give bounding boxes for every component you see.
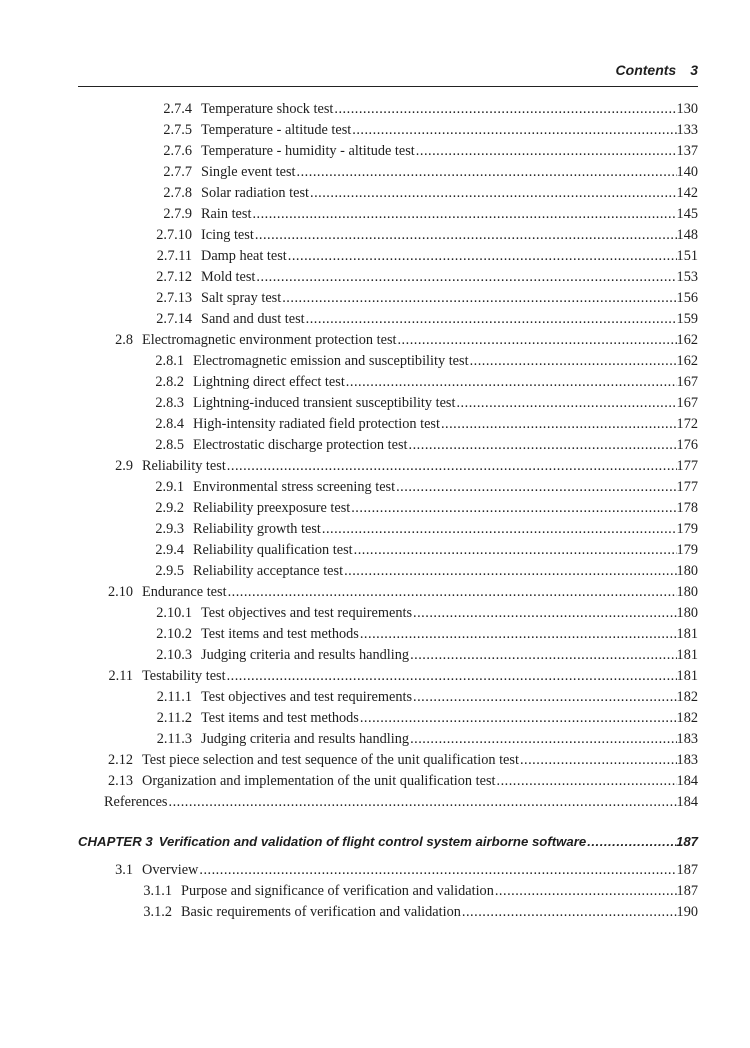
entry-title: Endurance test [142,584,227,600]
toc-entry [140,520,698,538]
chapter-entry [78,833,698,851]
toc-entry [140,604,698,622]
dot-leader [322,520,677,538]
dot-leader [462,903,677,921]
toc-entry [140,289,698,307]
entry-page-number: 182 [676,710,698,726]
dot-leader [520,751,677,769]
entry-title: References [104,794,168,810]
entry-title: Electromagnetic environment protection test [142,332,397,348]
entry-number: 2.13 [107,773,133,789]
entry-page-number: 172 [676,416,698,432]
entry-title: Rain test [201,206,252,222]
entry-number: CHAPTER 3 [78,834,153,849]
toc-entry [140,142,698,160]
dot-leader [227,457,677,475]
entry-page-number: 130 [676,101,698,117]
entry-page-number: 177 [676,479,698,495]
entry-number: 2.7.11 [156,248,192,264]
toc-entry [140,394,698,412]
dot-leader [497,772,677,790]
dot-leader [360,625,677,643]
dot-leader [306,310,677,328]
entry-page-number: 177 [676,458,698,474]
toc-entry [140,478,698,496]
entry-title: Judging criteria and results handling [201,647,410,663]
entry-title: Lightning direct effect test [193,374,345,390]
entry-number: 2.11.3 [156,731,192,747]
dot-leader [413,604,677,622]
toc-entry [140,205,698,223]
toc-entry [100,751,698,769]
entry-title: Sand and dust test [201,311,305,327]
dot-leader [354,541,677,559]
entry-page-number: 176 [676,437,698,453]
toc-entry [100,457,698,475]
entry-title: Single event test [201,164,296,180]
dot-leader [228,583,677,601]
dot-leader [441,415,677,433]
dot-leader [252,205,676,223]
entry-number: 2.8.4 [155,416,184,432]
header-page-number: 3 [690,62,698,78]
entry-title: Electrostatic discharge protection test [193,437,408,453]
entry-number: 2.7.13 [156,290,192,306]
entry-page-number: 183 [676,731,698,747]
entry-number: 2.7.10 [156,227,192,243]
entry-page-number: 181 [676,626,698,642]
entry-number: 2.9.3 [155,521,184,537]
dot-leader [346,373,677,391]
entry-number: 2.8.5 [155,437,184,453]
dot-leader [409,436,677,454]
dot-leader [227,667,677,685]
entry-number: 2.11.2 [156,710,192,726]
entry-page-number: 162 [676,353,698,369]
entry-title: Environmental stress screening test [193,479,396,495]
toc-entry [136,903,698,921]
entry-number: 2.12 [107,752,133,768]
toc-entry [140,415,698,433]
entry-number: 2.7.6 [163,143,192,159]
entry-page-number: 180 [676,563,698,579]
entry-title: Test objectives and test requirements [201,689,413,705]
entry-page-number: 183 [676,752,698,768]
entry-title: Test piece selection and test sequence of the unit qualification test [142,752,519,768]
entry-page-number: 180 [676,584,698,600]
entry-title: Test objectives and test requirements [201,605,413,621]
entry-page-number: 153 [676,269,698,285]
entry-page-number: 187 [675,834,698,849]
entry-title: Salt spray test [201,290,282,306]
entry-page-number: 167 [676,374,698,390]
entry-number: 2.9.4 [155,542,184,558]
entry-page-number: 167 [676,395,698,411]
dot-leader [495,882,677,900]
entry-number: 2.8.2 [155,374,184,390]
entry-page-number: 142 [676,185,698,201]
entry-page-number: 187 [676,883,698,899]
entry-title: Reliability qualification test [193,542,353,558]
dot-leader [352,121,676,139]
toc-entry [140,310,698,328]
toc-entry [140,709,698,727]
toc-entry [140,625,698,643]
entry-title: Testability test [142,668,226,684]
entry-number: 2.9.1 [155,479,184,495]
toc-entry [100,861,698,879]
entry-number: 2.8 [115,332,133,348]
toc-entry [140,226,698,244]
entry-title: High-intensity radiated field protection test [193,416,440,432]
entry-number: 2.7.14 [156,311,192,327]
toc-entry [140,247,698,265]
dot-leader [396,478,676,496]
entry-page-number: 162 [676,332,698,348]
entry-title: Reliability acceptance test [193,563,344,579]
running-header [78,62,698,84]
dot-leader [410,646,676,664]
entry-title: Reliability test [142,458,226,474]
entry-title: Overview [142,862,199,878]
entry-number: 2.10.3 [156,647,192,663]
dot-leader [199,861,676,879]
dot-leader [397,331,676,349]
entry-title: Icing test [201,227,254,243]
dot-leader [169,793,677,811]
dot-leader [351,499,676,517]
entry-title: Basic requirements of verification and validation [181,904,461,920]
entry-page-number: 182 [676,689,698,705]
entry-page-number: 184 [676,794,698,810]
entry-title: Lightning-induced transient susceptibility test [193,395,456,411]
toc-entry [140,121,698,139]
toc-entry [140,646,698,664]
entry-number: 2.7.8 [163,185,192,201]
toc-entry [140,184,698,202]
entry-number: 2.10.2 [156,626,192,642]
dot-leader [456,394,676,412]
entry-number: 2.7.5 [163,122,192,138]
entry-page-number: 187 [676,862,698,878]
entry-title: Solar radiation test [201,185,309,201]
toc-entry [100,667,698,685]
dot-leader [282,289,676,307]
entry-title: Temperature - humidity - altitude test [201,143,415,159]
entry-number: 2.10 [107,584,133,600]
entry-page-number: 179 [676,521,698,537]
entry-title: Temperature - altitude test [201,122,352,138]
entry-title: Mold test [201,269,256,285]
entry-number: 2.8.1 [155,353,184,369]
entry-page-number: 179 [676,542,698,558]
toc-entry [140,688,698,706]
entry-page-number: 137 [676,143,698,159]
toc-entry [140,100,698,118]
entry-number: 2.11.1 [156,689,192,705]
toc-entry [100,331,698,349]
entry-title: Test items and test methods [201,626,359,642]
entry-page-number: 145 [676,206,698,222]
entry-page-number: 148 [676,227,698,243]
toc-entry [140,268,698,286]
entry-page-number: 156 [676,290,698,306]
entry-number: 2.7.4 [163,101,192,117]
entry-page-number: 190 [676,904,698,920]
dot-leader [297,163,677,181]
entry-number: 2.9 [115,458,133,474]
entry-number: 2.7.12 [156,269,192,285]
toc-entry [140,499,698,517]
entry-title: Damp heat test [201,248,287,264]
entry-page-number: 151 [676,248,698,264]
entry-title: Reliability growth test [193,521,321,537]
dot-leader [256,268,676,286]
toc-entry [140,436,698,454]
entry-page-number: 159 [676,311,698,327]
toc-entry [140,730,698,748]
entry-title: Test items and test methods [201,710,359,726]
entry-number: 2.8.3 [155,395,184,411]
header-label: Contents [615,62,677,78]
entry-title: Organization and implementation of the unit qualification test [142,773,496,789]
entry-number: 2.11 [108,668,133,684]
entry-number: 3.1.1 [143,883,172,899]
toc-entry [104,793,698,811]
entry-number: 2.9.2 [155,500,184,516]
dot-leader [410,730,676,748]
entry-page-number: 180 [676,605,698,621]
dot-leader [416,142,677,160]
entry-number: 2.7.9 [163,206,192,222]
toc-entry [140,163,698,181]
toc-entry [140,541,698,559]
entry-page-number: 184 [676,773,698,789]
dot-leader [470,352,677,370]
entry-title: Reliability preexposure test [193,500,351,516]
dot-leader [360,709,677,727]
entry-number: 2.7.7 [163,164,192,180]
entry-page-number: 140 [676,164,698,180]
dot-leader [288,247,677,265]
entry-title: Temperature shock test [201,101,334,117]
header-rule [78,86,698,87]
entry-number: 2.10.1 [156,605,192,621]
toc-entry [100,772,698,790]
entry-title: Purpose and significance of verification and validation [181,883,494,899]
toc-entry [100,583,698,601]
dot-leader [310,184,677,202]
toc-entry [140,373,698,391]
entry-number: 3.1.2 [143,904,172,920]
entry-page-number: 181 [676,668,698,684]
toc-entry [140,352,698,370]
entry-title: Electromagnetic emission and susceptibility test [193,353,469,369]
dot-leader [255,226,677,244]
entry-page-number: 133 [676,122,698,138]
dot-leader [344,562,676,580]
entry-number: 3.1 [115,862,133,878]
entry-page-number: 178 [676,500,698,516]
toc-entry [136,882,698,900]
toc-entry [140,562,698,580]
entry-title: Verification and validation of flight control system airborne software [158,834,587,849]
entry-page-number: 181 [676,647,698,663]
entry-title: Judging criteria and results handling [201,731,410,747]
dot-leader [334,100,676,118]
entry-number: 2.9.5 [155,563,184,579]
dot-leader [413,688,677,706]
dot-leader [587,833,676,851]
